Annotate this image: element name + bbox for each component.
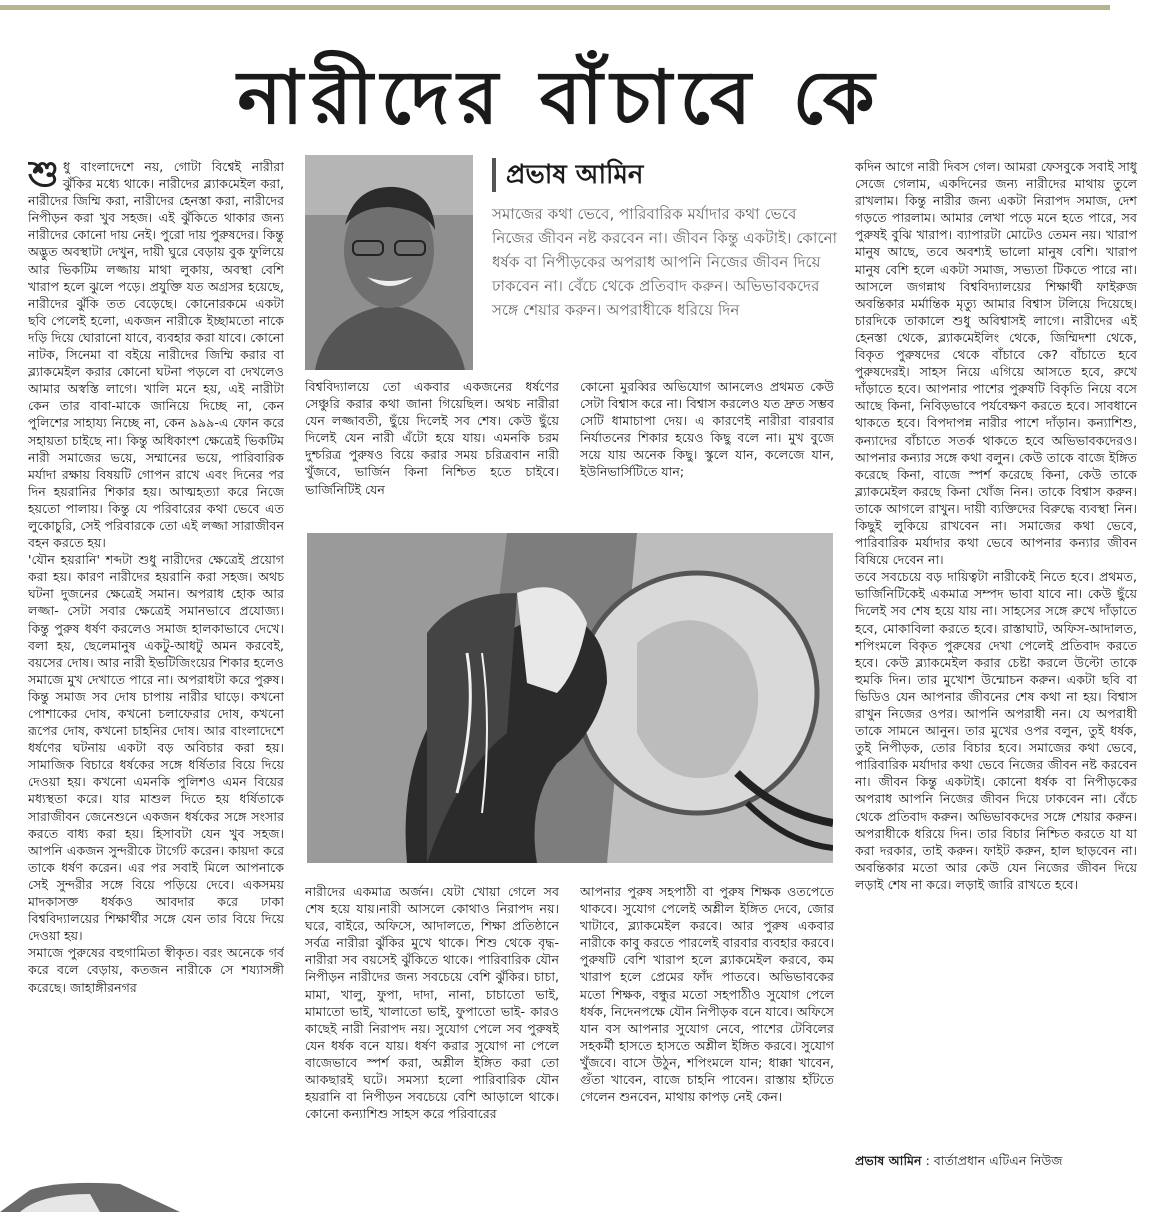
credit-name: প্রভাষ আমিন: [855, 1153, 922, 1168]
column-2-bottom: [305, 883, 559, 1178]
author-credit: [855, 1153, 1145, 1173]
article-summary: সমাজের কথা ভেবে, পারিবারিক মর্যাদার কথা ভেবে নিজের জীবন নষ্ট করবেন না। জীবন কিন্তু একটাই। কোনো ধর্ষক বা নিপীড়কের অপরাধ আপনি নিজের জীবন দিয়ে ঢাকবেন না। বেঁচে থেকে প্রতিবাদ করুন। অভিভাবকদের সঙ্গে শেয়ার করুন। অপরাধীকে ধরিয়ে দিন: [492, 205, 838, 319]
article-illustration: [307, 533, 833, 863]
paragraph: কদিন আগে নারী দিবস গেল। আমরা ফেসবুকে সবাই সাধু সেজে গেলাম, একদিনের জন্য নারীদের মাথায় তুলে রাখলাম। কিন্তু নারীর জন্য একটা নিরাপদ সমাজ, দেশ গড়তে পারলাম। আমার লেখা পড়ে মনে হতে পারে, সব পুরুষই বুঝি খারাপ। ব্যাপারটা মোটেও তেমন নয়। খারাপ মানুষ আছে, তবে অবশ্যই ভালো মানুষ বেশি। খারাপ মানুষ বেশি হলে একটা সমাজ, সভ্যতা টিকতে পারে না। আসলে জগন্নাথ বিশ্ববিদ্যালয়ের শিক্ষার্থী ফাইরুজ অবন্তিকার মর্মান্তিক মৃত্যু আমার বিশ্বাস টলিয়ে দিয়েছে। চারদিকে তাকালে শুধু অবিশ্বাসই লাগে। নারীদের এই হেনস্তা থেকে, ব্ল্যাকমেইলিং থেকে, জিম্মিদশা থেকে, বিকৃত পুরুষদের থেকে বাঁচাবে কে? বাঁচাতে হবে পুরুষদেরই। সাহস নিয়ে এগিয়ে আসতে হবে, রুখে দাঁড়াতে হবে। আপনার পাশের পুরুষটি বিকৃতি নিয়ে বসে আছে কিনা, নিবিড়ভাবে পর্যবেক্ষণ করতে হবে। সাবধানে থাকতে হবে। বিপদাপন্ন নারীর পাশে দাঁড়ান। কন্যাশিশু, কন্যাদের বাঁচাতে সতর্ক থাকতে হবে অভিভাবকদেরও। আপনার কন্যার সঙ্গে কথা বলুন। কেউ তাকে বাজে ইঙ্গিত করেছে কিনা, বাজে স্পর্শ করেছে কিনা, কেউ তাকে ব্ল্যাকমেইল করছে কিনা খোঁজ নিন। তাকে বিশ্বাস করুন। তাকে আগলে রাখুন। দায়ী ব্যক্তিদের বিরুদ্ধে ব্যবস্থা নিন। কিছুই লুকিয়ে রাখবেন না। সমাজের কথা ভেবে, পারিবারিক মর্যাদার কথা ভেবে আপনার কন্যার জীবন বিষিয়ে দেবেন না।: [855, 159, 1137, 568]
woman-mirror-illustration-icon: [307, 533, 833, 863]
top-rule: [0, 5, 1110, 10]
paragraph: কোনো মুরব্বির অভিযোগ আনলেও প্রথমত কেউ সেটা বিশ্বাস করে না। বিশ্বাস করলেও যত দ্রুত সম্ভব সেটি ধামাচাপা দেয়। এ কারণেই নারীরা বারবার নির্যাতনের শিকার হয়েও কিছু বলে না। মুখ বুজে সয়ে যায় অনেক কিছু। স্কুলে যান, কলেজে যান, ইউনিভার্সিটিতে যান;: [580, 379, 834, 480]
paragraph: নারীদের একমাত্র অর্জন। যেটা খোয়া গেলে সব শেষ হয়ে যায়।নারী আসলে কোথাও নিরাপদ নয়। ঘরে, বাইরে, অফিসে, আদালতে, শিক্ষা প্রতিষ্ঠানে সর্বত্র নারীরা ঝুঁকির মুখে থাকে। শিশু থেকে বৃদ্ধ- নারীরা সব বয়সেই ঝুঁকিতে থাকে। পারিবারিক যৌন নিপীড়ন নারীদের জন্য সবচেয়ে বেশি ঝুঁকির। চাচা, মামা, খালু, ফুপা, দাদা, নানা, চাচাতো ভাই, মামাতো ভাই, খালাতো ভাই, ফুপাতো ভাই- কারও কাছেই নারী নিরাপদ নয়। সুযোগ পেলে সব পুরুষই যেন ধর্ষক বনে যায়। ধর্ষণ করার সুযোগ না পেলে বাজেভাবে স্পর্শ করা, অশ্লীল ইঙ্গিত করা তো আকছারই ঘটে। সমস্যা হলো পারিবারিক যৌন হয়রানি বা নিপীড়ন সবচেয়ে বেশি আড়ালে থাকে। কোনো কন্যাশিশু সাহস করে পরিবারের: [305, 884, 559, 1122]
article-title: নারীদের বাঁচাবে কে: [237, 55, 883, 141]
column-4: [855, 158, 1137, 1143]
column-1: [28, 158, 284, 1176]
column-2-top: [305, 378, 559, 518]
paragraph: তবে সবচেয়ে বড় দায়িত্বটা নারীকেই নিতে হবে। প্রথমত, ভার্জিনিটিকেই একমাত্র সম্পদ ভাবা যাবে না। কেউ ছুঁয়ে দিলেই সব শেষ হয়ে যায় না। সাহসের সঙ্গে রুখে দাঁড়াতে হবে, মোকাবিলা করতে হবে। রাস্তাঘাট, অফিস-আদালত, শপিংমলে বিকৃত পুরুষের দেখা পেলেই প্রতিবাদ করতে হবে। কেউ ব্ল্যাকমেইল করার চেষ্টা করলে উল্টো তাকে হুমকি দিন। তার মুখোশ উন্মোচন করুন। একটা ছবি বা ভিডিও যেন আপনার জীবনের শেষ কথা না হয়। বিশ্বাস রাখুন নিজের ওপর। আপনি অপরাধী নন। যে অপরাধী তাকে সামনে আনুন। তার মুখের ওপর বলুন, তুই ধর্ষক, তুই নিপীড়ক, তোর বিচার হবে। সমাজের কথা ভেবে, পারিবারিক মর্যাদার কথা ভেবে নিজের জীবন নষ্ট করবেন না। জীবন কিন্তু একটাই। কোনো ধর্ষক বা নিপীড়কের অপরাধ আপনি নিজের জীবন দিয়ে ঢাকবেন না। বেঁচে থেকে প্রতিবাদ করুন। অভিভাবকদের সঙ্গে শেয়ার করুন। অপরাধীকে ধরিয়ে দিন। তার বিচার নিশ্চিত করতে যা যা করা দরকার, তাই করুন। ফাইট করুন, হাল ছাড়বেন না। অবন্তিকার মতো আর কেউ যেন নিজের জীবন দিয়ে লড়াই শেষ না করে। লড়াই জারি রাখতে হবে।: [855, 569, 1137, 892]
paragraph: সমাজে পুরুষের বহুগামিতা স্বীকৃত। বরং অনেকে গর্ব করে বলে বেড়ায়, কতজন নারীকে সে শয্যাসঙ্গী করেছে। জাহাঙ্গীরনগর: [28, 945, 284, 995]
author-photo: [305, 155, 473, 370]
paragraph: আপনার পুরুষ সহপাঠী বা পুরুষ শিক্ষক ওতপেতে থাকবে। সুযোগ পেলেই অশ্লীল ইঙ্গিত দেবে, জোর খাটাবে, ব্ল্যাকমেইল করবে। আর পুরুষ একবার নারীকে কাবু করতে পারলেই বারবার ব্যবহার করবে। পুরুষটি বেশি খারাপ হলে ব্ল্যাকমেইল করবে, কম খারাপ হলে প্রেমের ফাঁদ পাতবে। অভিভাবকের মতো শিক্ষক, বন্ধুর মতো সহপাঠীও সুযোগ পেলে ধর্ষক, নিদেনপক্ষে যৌন নিপীড়ক বনে যাবে। অফিসে যান বস আপনার সুযোগ নেবে, পাশের টেবিলের সহকর্মী হাসতে হাসতে অশ্লীল ইঙ্গিত করবে। সুযোগ খুঁজবে। বাসে উঠুন, শপিংমলে যান; ধাক্কা খাবেন, গুঁতা খাবেন, বাজে চাহনি পাবেন। রাস্তায় হাঁটতে গেলেন শুনবেন, মাথায় কাপড় নেই কেন।: [580, 884, 834, 1105]
paragraph: 'যৌন হয়রানি' শব্দটা শুধু নারীদের ক্ষেত্রেই প্রয়োগ করা হয়। কারণ নারীদের হয়রানি করা সহজ। অথচ ঘটনা দুজনের ক্ষেত্রেই সমান। অপরাধ হোক আর লজ্জা- সেটা সবার ক্ষেত্রেই সমানভাবে প্রযোজ্য। কিন্তু পুরুষ ধর্ষণ করলেও সমাজ হালকাভাবে দেখে। বলা হয়, ছেলেমানুষ একটু-আধটু অমন করবেই, বয়সের দোষ। আর নারী ইভটিজিংয়ের শিকার হলেও সমাজে মুখ দেখাতে পারে না। অপরাধটা করে পুরুষ। কিন্তু সমাজ সব দোষ চাপায় নারীর ঘাড়ে। কখনো পোশাকের দোষ, কখনো চলাফেরার দোষ, কখনো রূপের দোষ, কখনো চাহনির দোষ। আর বাংলাদেশে ধর্ষণের ঘটনায় একটা বড় অবিচার করা হয়। সামাজিক বিচারে ধর্ষকের সঙ্গে ধর্ষিতার বিয়ে দিয়ে দেওয়া হয়। কখনো এমনকি পুলিশও এমন বিয়ের মধ্যস্থতা করে। যার মাশুল দিতে হয় ধর্ষিতাকে সারাজীবন জেনেশুনে একজন ধর্ষকের সঙ্গে সংসার করতে বাধ্য করা হয়। হিসাবটা যেন খুব সহজ। আপনি একজন সুন্দরীকে টার্গেট করেন। কায়দা করে তাকে ধর্ষণ করেন। এর পর সবাই মিলে আপনাকে সেই সুন্দরীর সঙ্গে বিয়ে পড়িয়ে দেবে। একসময় মাদকাসক্ত ধর্ষকও আবদার করে ঢাকা বিশ্ববিদ্যালয়ের শিক্ষার্থীর সঙ্গে যেন তার বিয়ে দিয়ে দেওয়া হয়।: [28, 552, 284, 944]
author-box: [492, 158, 842, 322]
author-name: প্রভাষ আমিন: [492, 158, 842, 192]
paragraph: বিশ্ববিদ্যালয়ে তো একবার একজনের ধর্ষণের সেঞ্চুরি করার কথা জানা গিয়েছিল। অথচ নারীরা যেন লজ্জাবতী, ছুঁয়ে দিলেই সব শেষ। কেউ ছুঁয়ে দিলেই যেন নারী এঁটো হয়ে যায়। এমনকি চরম দুশ্চরিত্র পুরুষও বিয়ে করার সময় চরিত্রবান নারী খুঁজবে, ভার্জিন কিনা নিশ্চিত হতে চাইবে। ভার্জিনিটিই যেন: [305, 379, 559, 497]
author-portrait-icon: [305, 155, 473, 370]
corner-decoration-icon: [0, 1180, 240, 1212]
column-3-bottom: [580, 883, 834, 1178]
column-3-top: [580, 378, 834, 518]
drop-cap: শু: [28, 158, 59, 195]
credit-role: : বার্তাপ্রধান এটিএন নিউজ: [921, 1153, 1063, 1168]
paragraph: ধু বাংলাদেশে নয়, গোটা বিশ্বেই নারীরা ঝুঁকির মধ্যে থাকে। নারীদের ব্ল্যাকমেইল করা, নারীদের জিম্মি করা, নারীদের হেনস্তা করা, নারীদের নিপীড়ন করা খুব সহজ। এই ঝুঁকিতে থাকার জন্য নারীদের কোনো দায় নেই। পুরো দায় পুরুষদের। কিন্তু অদ্ভুত অবস্থাটা দেখুন, দায়ী ঘুরে বেড়ায় বুক ফুলিয়ে আর ভিকটিম লজ্জায় মাথা লুকায়, অবস্থা বেশি খারাপ হলে ঝুলে পড়ে। প্রযুক্তি যত অগ্রসর হয়েছে, নারীদের ঝুঁকি তত বেড়েছে। কোনোরকমে একটা ছবি পেলেই হলো, একজন নারীকে ইচ্ছামতো নাকে দড়ি দিয়ে ঘোরানো যাবে, ব্যবহার করা যাবে। কোনো নাটক, সিনেমা বা বইয়ে নারীদের জিম্মি করার বা ব্ল্যাকমেইল করার কোনো ঘটনা পড়লে বা দেখলেও আমার অস্বস্তি লাগে। খালি মনে হয়, এই নারীটা কেন তার বাবা-মাকে জানিয়ে দিচ্ছে না, কেন পুলিশের সাহায্য নিচ্ছে না, কেন ৯৯৯-এ ফোন করে সহায়তা চাইছে না। কিন্তু অধিকাংশ ক্ষেত্রেই ভিকটিম নারী সমাজের ভয়ে, সম্মানের ভয়ে, পারিবারিক মর্যাদা রক্ষায় বিষয়টি গোপন রাখে এবং দিনের পর দিন হয়রানির শিকার হয়। আত্মহত্যা করে নিজে হয়তো পালায়। কিন্তু যে পরিবারের কথা ভেবে এত লুকোচুরি, সেই পরিবারকে তো এই লজ্জা সারাজীবন বহন করতে হয়।: [28, 159, 284, 551]
